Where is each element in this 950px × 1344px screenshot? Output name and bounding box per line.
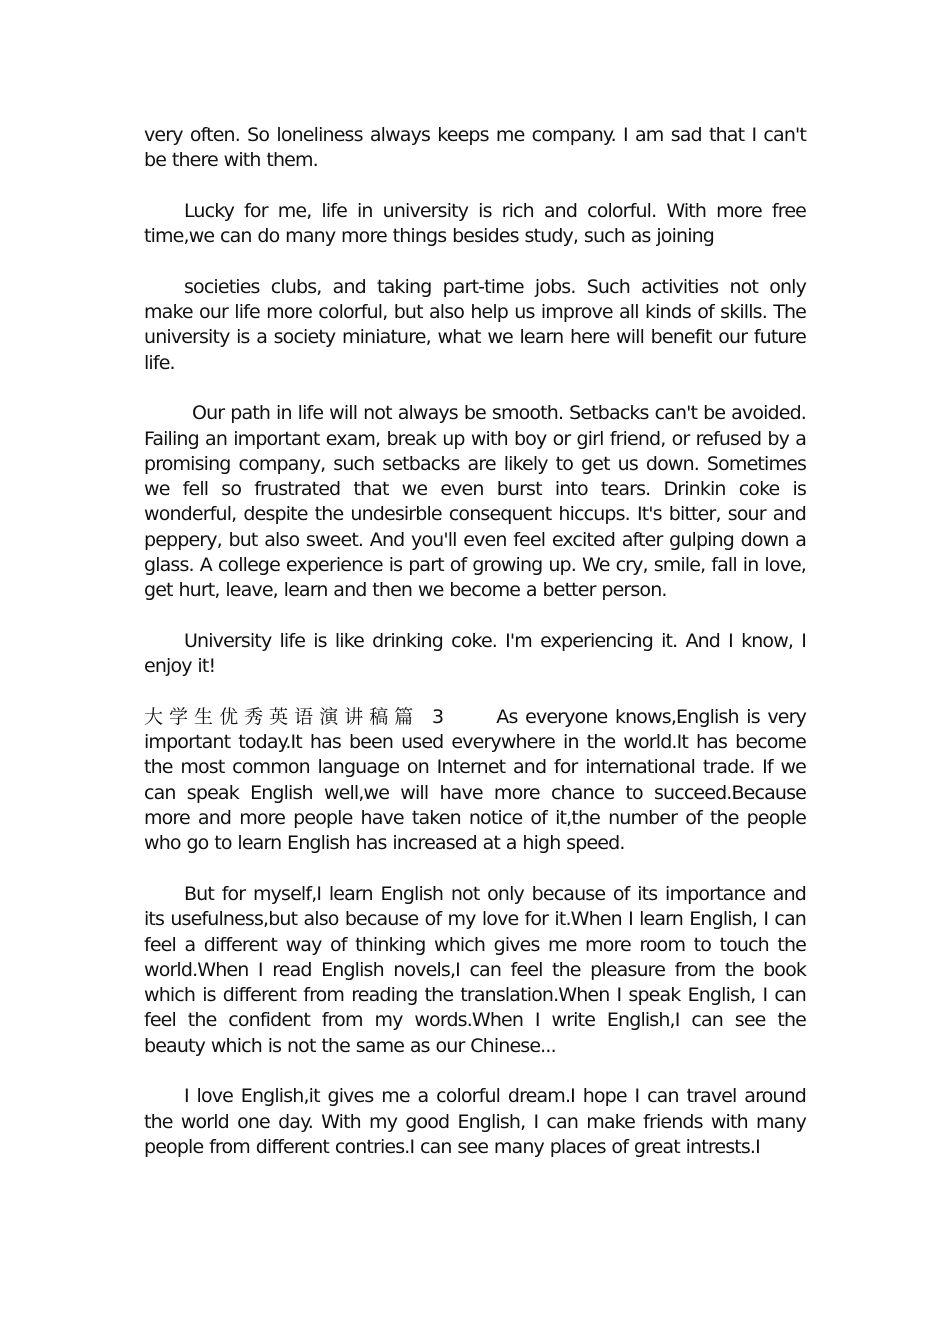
paragraph-activities: societies clubs, and taking part-time jobs. Such activities not only make our life more colorful, but also help us improve all kinds of skills. The university is a society miniature, what we learn here will benefit our future life. <box>144 275 806 374</box>
paragraph-coke: University life is like drinking coke. I'm experiencing it. And I know, I enjoy it! <box>144 629 806 678</box>
paragraph-university-life: Lucky for me, life in university is rich and colorful. With more free time,we can do many more things besides study, such as joining <box>144 199 806 248</box>
document-page <box>144 123 806 1185</box>
paragraph-section-3 <box>144 705 806 857</box>
paragraph-love-english: But for myself,I learn English not only because of its importance and its usefulness,but also because of my love for it.When I learn English, I can feel a different way of thinking which gives me more room to touch the world.When I read English novels,I can feel the pleasure from the book which is different from reading the translation.When I speak English, I can feel the confident from my words.When I write English,I can see the beauty which is not the same as our Chinese... <box>144 882 806 1057</box>
section-intro-text: As everyone knows,English is very important today.It has been used everywhere in the world.It has become the most common language on Internet and for international trade. If we can speak English well,we will have more chance to succeed.Because more and more people have taken notice of it,the number of the people who go to learn English has increased at a high speed. <box>144 705 806 855</box>
paragraph-dream: I love English,it gives me a colorful dream.I hope I can travel around the world one day. With my good English, I can make friends with many people from different contries.I can see many places of great intrests.I <box>144 1085 806 1158</box>
section-title: 大学生优秀英语演讲稿篇 3 <box>144 705 449 728</box>
paragraph-loneliness: very often. So loneliness always keeps me company. I am sad that I can't be there with them. <box>144 124 806 172</box>
paragraph-setbacks: Our path in life will not always be smooth. Setbacks can't be avoided. Failing an important exam, break up with boy or girl friend, or refused by a promising company, such setbacks are likely to get us down. Sometimes we fell so frustrated that we even burst into tears. Drinkin coke is wonderful, despite the undesirble consequent hiccups. It's bitter, sour and peppery, but also sweet. And you'll even feel excited after gulping down a glass. A college experience is part of growing up. We cry, smile, fall in love, get hurt, leave, learn and then we become a better person. <box>144 402 806 602</box>
